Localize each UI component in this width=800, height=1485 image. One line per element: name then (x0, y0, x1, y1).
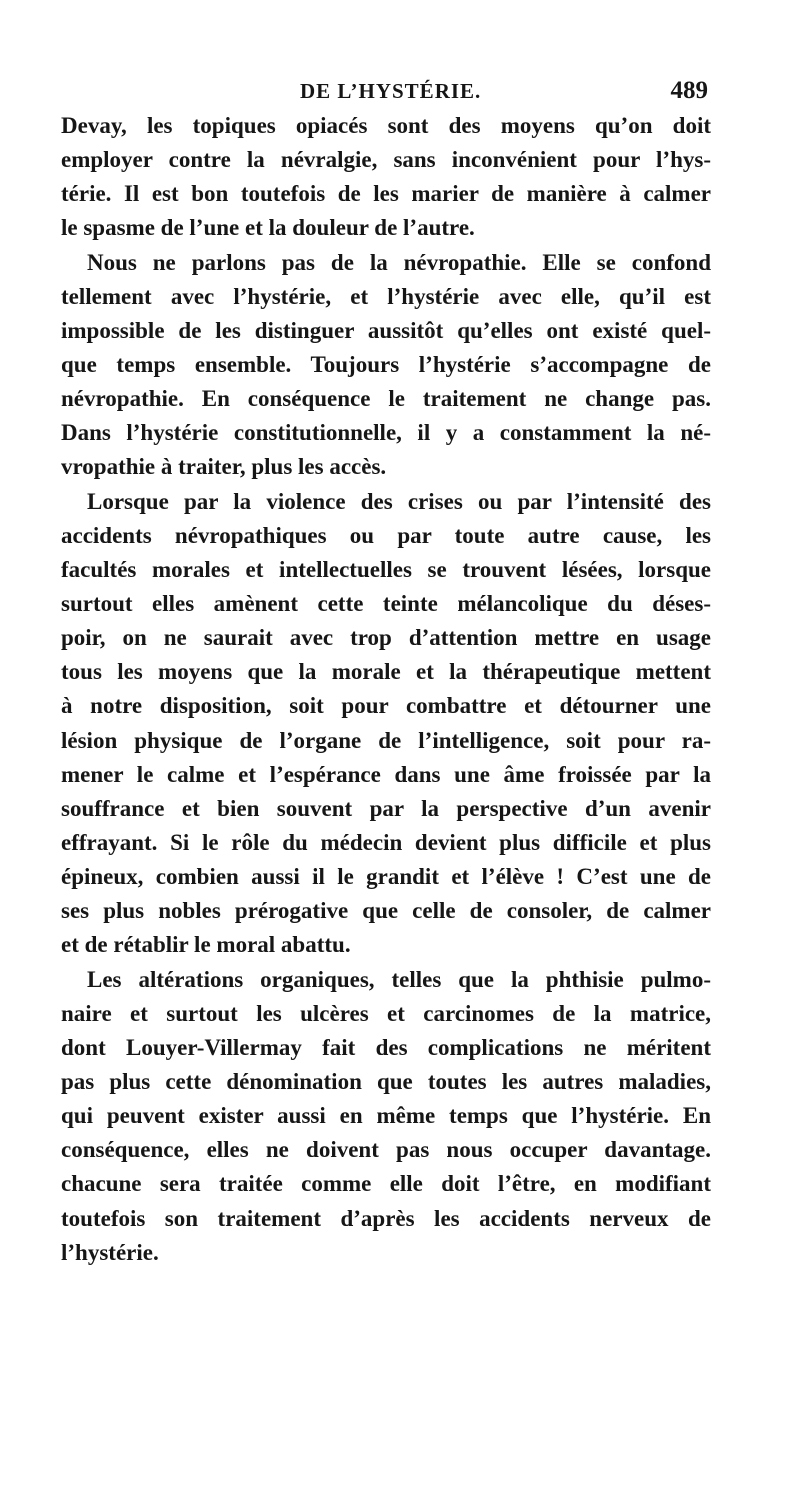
text-line: tous les moyens que la morale et la thérapeutique mettent (61, 659, 711, 685)
text-line: conséquence, elles ne doivent pas nous occuper davantage. (61, 1137, 711, 1163)
text-line: facultés morales et intellectuelles se trouvent lésées, lorsque (61, 556, 711, 582)
text-line: dont Louyer-Villermay fait des complications ne méritent (61, 1034, 711, 1060)
text-line: que temps ensemble. Toujours l’hystérie s’accompagne de (61, 351, 711, 377)
running-title: DE L’HYSTÉRIE. (300, 79, 482, 103)
text-line: naire et surtout les ulcères et carcinomes de la matrice, (61, 1000, 711, 1026)
text-line: Nous ne parlons pas de la névropathie. Elle se confond (87, 249, 711, 275)
text-line: térie. Il est bon toutefois de les marier de manière à calmer (61, 181, 711, 207)
body-text (61, 109, 711, 1270)
text-line: impossible de les distinguer aussitôt qu’elles ont existé quel- (61, 317, 711, 343)
text-line: et de rétablir le moral abattu. (61, 932, 351, 958)
text-line: accidents névropathiques ou par toute autre cause, les (61, 522, 711, 548)
text-line: pas plus cette dénomination que toutes les autres maladies, (61, 1068, 711, 1094)
text-line: Dans l’hystérie constitutionnelle, il y a constamment la né- (61, 420, 711, 446)
text-line: toutefois son traitement d’après les accidents nerveux de (61, 1205, 711, 1231)
text-line: employer contre la névralgie, sans inconvénient pour l’hys- (61, 147, 711, 173)
text-line: mener le calme et l’espérance dans une âme froissée par la (61, 761, 711, 787)
text-line: Lorsque par la violence des crises ou par l’intensité des (87, 488, 711, 514)
page-number: 489 (670, 77, 708, 104)
text-line: poir, on ne saurait avec trop d’attention mettre en usage (61, 625, 711, 651)
text-line: chacune sera traitée comme elle doit l’être, en modifiant (61, 1171, 711, 1197)
text-line: effrayant. Si le rôle du médecin devient plus difficile et plus (61, 829, 711, 855)
text-line: ses plus nobles prérogative que celle de consoler, de calmer (61, 898, 711, 924)
text-line: à notre disposition, soit pour combattre et détourner une (61, 693, 711, 719)
text-line: Les altérations organiques, telles que la phthisie pulmo- (87, 966, 711, 992)
text-line: l’hystérie. (61, 1239, 159, 1265)
text-line: vropathie à traiter, plus les accès. (61, 454, 387, 480)
text-line: surtout elles amènent cette teinte mélancolique du déses- (61, 590, 711, 616)
text-line: le spasme de l’une et la douleur de l’autre. (61, 215, 475, 241)
page-header (300, 74, 708, 108)
text-line: Devay, les topiques opiacés sont des moyens qu’on doit (61, 113, 711, 138)
text-line: tellement avec l’hystérie, et l’hystérie avec elle, qu’il est (61, 283, 711, 309)
text-line: qui peuvent exister aussi en même temps que l’hystérie. En (61, 1103, 711, 1129)
text-line: épineux, combien aussi il le grandit et l’élève ! C’est une de (61, 864, 711, 890)
text-line: lésion physique de l’organe de l’intelligence, soit pour ra- (61, 727, 711, 753)
text-line: souffrance et bien souvent par la perspective d’un avenir (61, 795, 711, 821)
text-line: névropathie. En conséquence le traitement ne change pas. (61, 386, 711, 412)
